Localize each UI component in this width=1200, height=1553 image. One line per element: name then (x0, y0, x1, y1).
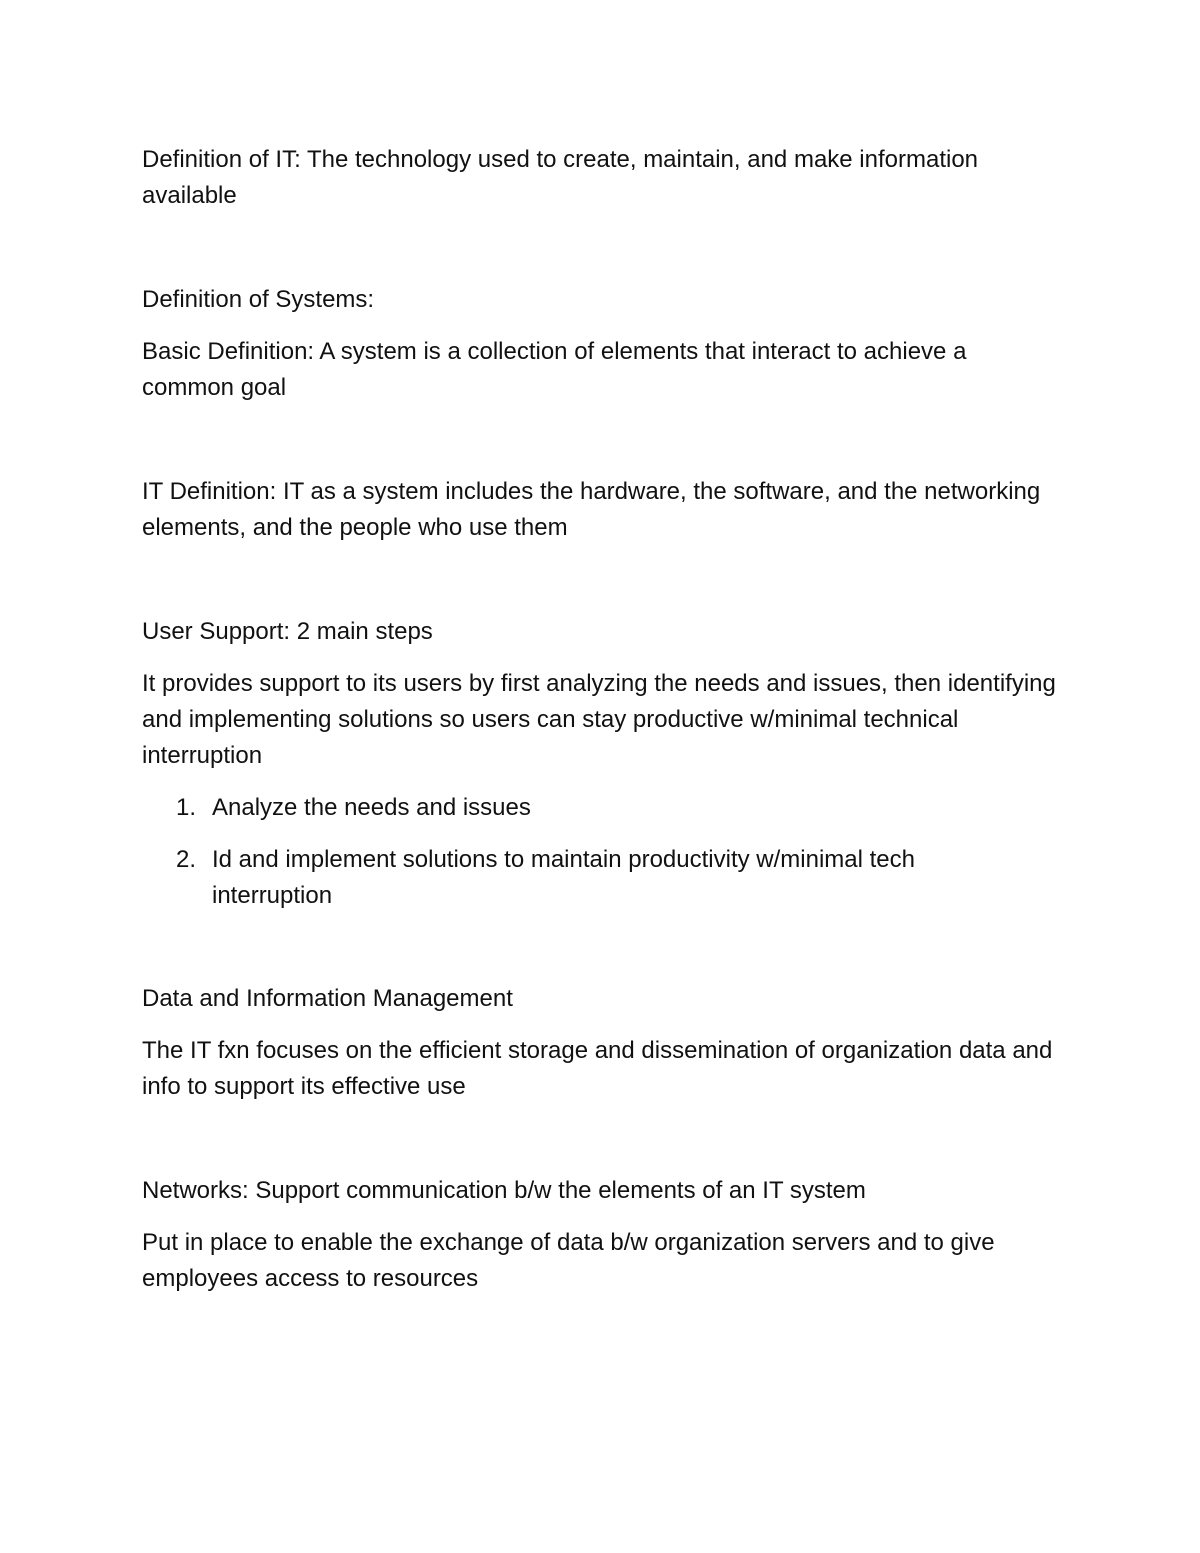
it-system-definition-paragraph: IT Definition: IT as a system includes the hardware, the software, and the networking elements, and the people who use them (142, 478, 1041, 541)
data-management-paragraph: The IT fxn focuses on the efficient storage and dissemination of organization data and info to support its effective use (142, 1037, 1053, 1100)
list-item-text: Id and implement solutions to maintain productivity w/minimal tech interruption (212, 846, 915, 909)
basic-definition-paragraph: Basic Definition: A system is a collection of elements that interact to achieve a common goal (142, 338, 967, 401)
user-support-heading: User Support: 2 main steps (142, 618, 433, 645)
list-item-text: Analyze the needs and issues (212, 794, 531, 821)
systems-heading: Definition of Systems: (142, 286, 375, 313)
networks-paragraph: Put in place to enable the exchange of data b/w organization servers and to give employees access to resources (142, 1229, 995, 1292)
list-item-number: 1. (176, 794, 197, 821)
networks-heading: Networks: Support communication b/w the elements of an IT system (142, 1177, 866, 1204)
list-item-number: 2. (176, 846, 197, 873)
data-management-heading: Data and Information Management (142, 985, 513, 1012)
user-support-paragraph: It provides support to its users by first analyzing the needs and issues, then identifying and implementing solutions so users can stay productive w/minimal technical interruption (142, 670, 1056, 769)
it-definition-paragraph: Definition of IT: The technology used to create, maintain, and make information available (142, 146, 979, 209)
